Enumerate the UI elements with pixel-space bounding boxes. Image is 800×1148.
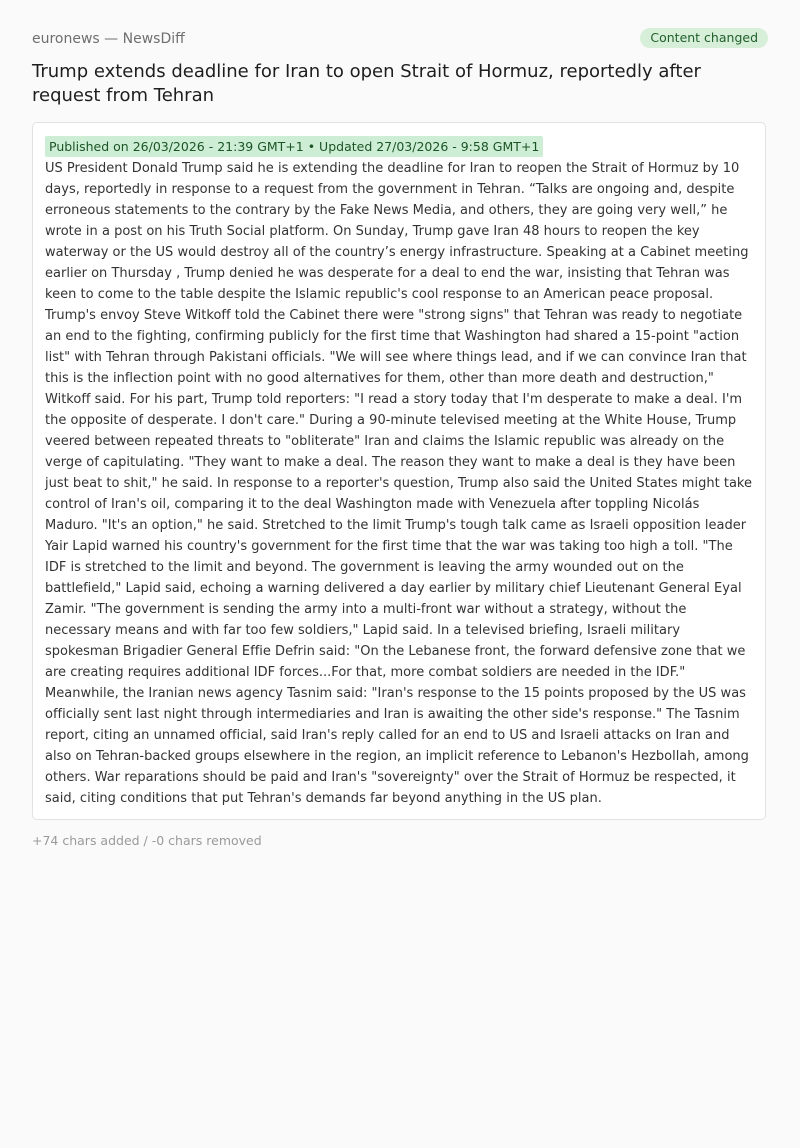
article-content-card <box>32 122 766 820</box>
article-title: Trump extends deadline for Iran to open Strait of Hormuz, reportedly after request from Tehran <box>32 61 701 106</box>
diff-summary: +74 chars added / -0 chars removed <box>32 833 262 848</box>
source-label: euronews — NewsDiff <box>32 31 185 47</box>
article-body: US President Donald Trump said he is extending the deadline for Iran to reopen the Strait of Hormuz by 10 days, reportedly in response to a request from the government in Tehran. “Talks are ongoing and, despite erroneous statements to the contrary by the Fake News Media, and others, they are going very well,” he wrote in a post on his Truth Social platform. On Sunday, Trump gave Iran 48 hours to reopen the key waterway or the US would destroy all of the country’s energy infrastructure. Speaking at a Cabinet meeting earlier on Thursday , Trump denied he was desperate for a deal to end the war, insisting that Tehran was keen to come to the table despite the Islamic republic's cool response to an American peace proposal. Trump's envoy Steve Witkoff told the Cabinet there were "strong signs" that Tehran was ready to negotiate an end to the fighting, confirming publicly for the first time that Washington had shared a 15-point "action list" with Tehran through Pakistani officials. "We will see where things lead, and if we can convince Iran that this is the inflection point with no good alternatives for them, other than more death and destruction," Witkoff said. For his part, Trump told reporters: "I read a story today that I'm desperate to make a deal. I'm the opposite of desperate. I don't care." During a 90-minute televised meeting at the White House, Trump veered between repeated threats to "obliterate" Iran and claims the Islamic republic was already on the verge of capitulating. "They want to make a deal. The reason they want to make a deal is they have been just beat to shit," he said. In response to a reporter's question, Trump also said the United States might take control of Iran's oil, comparing it to the deal Washington made with Venezuela after toppling Nicolás Maduro. "It's an option," he said. Stretched to the limit Trump's tough talk came as Israeli opposition leader Yair Lapid warned his country's government for the first time that the war was taking too high a toll. "The IDF is stretched to the limit and beyond. The government is leaving the army wounded out on the battlefield," Lapid said, echoing a warning delivered a day earlier by military chief Lieutenant General Eyal Zamir. "The government is sending the army into a multi-front war without a strategy, without the necessary means and with far too few soldiers," Lapid said. In a televised briefing, Israeli military spokesman Brigadier General Effie Defrin said: "On the Lebanese front, the forward defensive zone that we are creating requires additional IDF forces...For that, more combat soldiers are needed in the IDF." Meanwhile, the Iranian news agency Tasnim said: "Iran's response to the 15 points proposed by the US was officially sent last night through intermediaries and Iran is awaiting the other side's response." The Tasnim report, citing an unnamed official, said Iran's reply called for an end to US and Israeli attacks on Iran and also on Tehran-backed groups elsewhere in the region, an implicit reference to Lebanon's Hezbollah, among others. War reparations should be paid and Iran's "sovereignty" over the Strait of Hormuz be respected, it said, citing conditions that put Tehran's demands far beyond anything in the US plan. <box>45 161 753 806</box>
page-header <box>32 28 768 50</box>
status-badge: Content changed <box>640 28 768 48</box>
published-date-highlight: Published on 26/03/2026 - 21:39 GMT+1 • Updated 27/03/2026 - 9:58 GMT+1 <box>45 136 543 157</box>
